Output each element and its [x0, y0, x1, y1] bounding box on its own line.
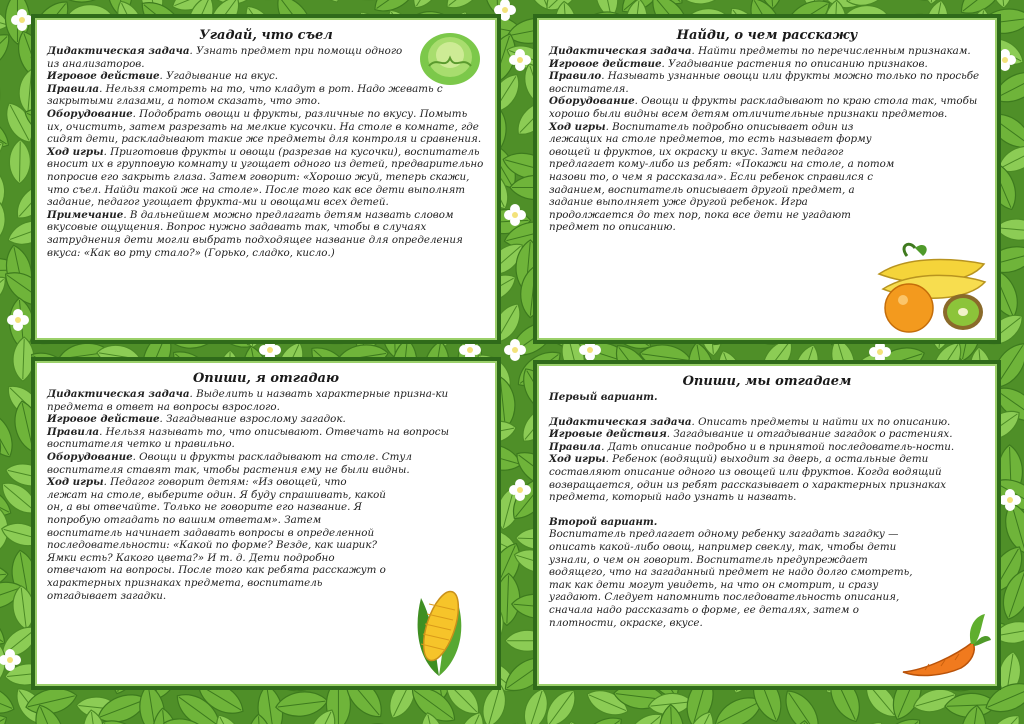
- para-game: Ход игры. Воспитатель подробно описывает один из лежащих на столе предметов, то есть называет форму овощей и фруктов, их окраску и вкус. Затем педагог предлагает кому-либо из ребят: «Покажи на столе, а потом назови то, о чем я рассказала». Если ребенок справился с заданием, воспитатель описывает другой предмет, а задание выполняет уже другой ребенок. Игра продолжается до тех пор, пока все дети не угадают предмет по описанию.: [549, 120, 895, 234]
- card-title: Найди, о чем расскажу: [676, 28, 858, 43]
- card-describe-we-guess: [533, 360, 1001, 690]
- para-task: Дидактическая задача. Выделить и назвать характерные призна-ки предмета в ответ на вопросы взрослого.: [47, 388, 449, 413]
- cabbage-icon: [417, 26, 483, 88]
- para-equipment: Оборудование. Овощи и фрукты раскладывают по краю стола так, чтобы хорошо были видны всем детям отличительные признаки предметов.: [549, 95, 978, 120]
- para-rule: Правило. Называть узнанные овощи или фрукты можно только по просьбе воспитателя.: [549, 70, 980, 95]
- card-title: Опиши, мы отгадаем: [682, 374, 852, 389]
- variant-2-text: Воспитатель предлагает одному ребенку загадать загадку — описать какой-либо овощ, например свеклу, так, чтобы дети узнали, о чем он говорит. Воспитатель предупреждает водящего, что на загаданный предмет не надо долго смотреть, так как дети могут увидеть, на что он смотрит, и сразу угадают. Следует напомнить последовательность описания, сначала надо рассказать о форме, ее деталях, затем о плотности, окраске, вкусе.: [549, 528, 913, 629]
- fruits-icon: [869, 234, 989, 334]
- para-equipment: Оборудование. Подобрать овощи и фрукты, различные по вкусу. Помыть их, очистить, затем разрезать на мелкие кусочки. На столе в комнате, где сидят дети, раскладывают такие же предметы для контроля и сравнения.: [47, 107, 482, 146]
- para-game: Ход игры. Педагог говорит детям: «Из овощей, что лежат на столе, выберите один. Я буду спрашивать, какой он, а вы отвечайте. Только не говорите его название. Я попробую отгадать по вашим ответам». Затем воспитатель начинает задавать вопросы в определенной последовательности: «Какой по форме? Везде, как шарик? Ямки есть? Какого цвета?» И т. д. Дети подробно отвечают на вопросы. После того как ребята расскажут о характерных признаках предмета, воспитатель отгадывает загадки.: [47, 476, 386, 602]
- para-action: Игровое действие. Загадывание взрослому загадок.: [47, 413, 346, 426]
- para-actions: Игровые действия. Загадывание и отгадывание загадок о растениях.: [549, 428, 953, 441]
- carrot-icon: [895, 610, 991, 682]
- para-rules: Правила. Нельзя называть то, что описывают. Отвечать на вопросы воспитателя четко и правильно.: [47, 425, 449, 451]
- para-task: Дидактическая задача. Описать предметы и найти их по описанию.: [549, 415, 951, 428]
- para-game: Ход игры. Приготовив фрукты и овощи (разрезав на кусочки), воспитатель вносит их в групповую комнату и угощает одного из детей, предварительно попросив его закрыть глаза. Затем говорит: «Хорошо жуй, теперь скажи, что съел. Найди такой же на столе». После того как все дети выполнят задание, педагог угощает фрукта-ми и овощами всех детей.: [47, 145, 484, 209]
- variant-1-heading: Первый вариант.: [549, 391, 658, 403]
- corn-icon: [399, 580, 479, 680]
- card-find-what-i-tell: [533, 14, 1001, 344]
- para-game: Ход игры. Ребенок (водящий) выходит за дверь, а остальные дети составляют описание одного из овощей или фруктов. Когда водящий возвращается, один из ребят рассказывает о характерных признаках предмета, который надо узнать и назвать.: [549, 453, 947, 504]
- card-body: [549, 121, 985, 234]
- para-rules: Правила. Дать описание подробно и в принятой последователь-ности.: [549, 440, 955, 453]
- para-task: Дидактическая задача. Узнать предмет при помощи одного из анализаторов.: [47, 45, 403, 70]
- para-rules: Правила. Нельзя смотреть на то, что кладут в рот. Надо жевать с закрытыми глазами, а потом сказать, что это.: [47, 82, 443, 108]
- variant-2-heading: Второй вариант.: [549, 515, 658, 528]
- para-note: Примечание. В дальнейшем можно предлагать детям назвать словом вкусовые ощущения. Вопрос нужно задавать так, чтобы в случаях затруднения дети могли выбрать подходящее название для определения вкуса: «Как во рту стало?» (Горько, сладко, кисло.): [47, 208, 463, 259]
- para-task: Дидактическая задача. Найти предметы по перечисленным признакам.: [549, 45, 971, 57]
- card-describe-i-guess: [31, 357, 501, 690]
- card-guess-what-ate: [31, 14, 501, 344]
- card-title: Опиши, я отгадаю: [192, 371, 339, 386]
- card-title: Угадай, что съел: [199, 28, 333, 43]
- para-action: Игровое действие. Угадывание растения по описанию признаков.: [549, 57, 928, 70]
- para-action: Игровое действие. Угадывание на вкус.: [47, 70, 279, 83]
- para-equipment: Оборудование. Овощи и фрукты раскладывают на столе. Стул воспитателя ставят так, чтобы растения ему не были видны.: [47, 450, 412, 476]
